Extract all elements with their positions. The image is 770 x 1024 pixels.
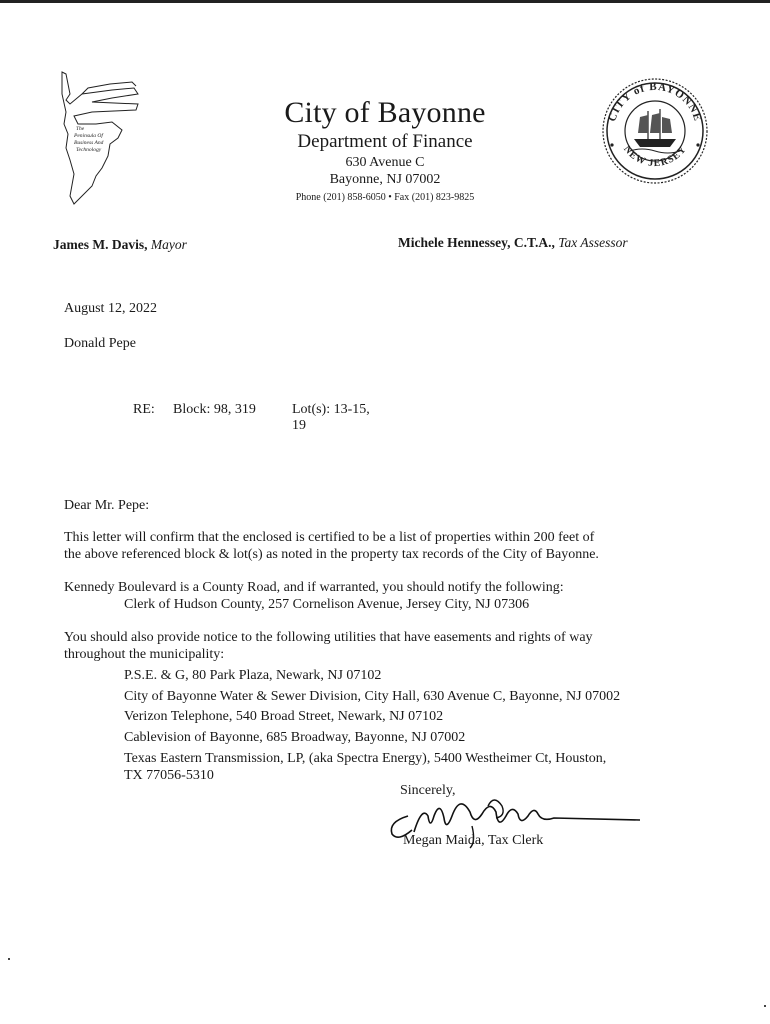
city-title: City of Bayonne (284, 96, 486, 129)
lot-numbers-cont: 19 (292, 418, 306, 433)
svg-text:NEW JERSEY (621, 144, 689, 169)
logo-text-4: Technology (76, 147, 102, 153)
mayor-title: Mayor (150, 237, 187, 252)
re-label: RE: (133, 402, 155, 417)
recipient-name: Donald Pepe (64, 336, 136, 351)
address-line-1: 630 Avenue C (345, 155, 425, 170)
block-numbers: Block: 98, 319 (173, 402, 256, 417)
paragraph-1-line-2: the above referenced block & lot(s) as noted in the property tax records of the City of Bayonne. (64, 547, 599, 562)
scan-speck (764, 1005, 766, 1007)
utility-item: City of Bayonne Water & Sewer Division, City Hall, 630 Avenue C, Bayonne, NJ 07002 (124, 689, 621, 704)
seal-bottom-text: NEW JERSEY (621, 143, 689, 170)
paragraph-3-line-2: throughout the municipality: (64, 647, 225, 662)
scan-speck (8, 958, 10, 960)
logo-text-1: The (76, 126, 85, 132)
signer-name: Megan Maida, Tax Clerk (403, 833, 544, 848)
address-line-2: Bayonne, NJ 07002 (329, 172, 441, 187)
lot-numbers: Lot(s): 13-15, (292, 402, 370, 417)
assessor-title: Tax Assessor (558, 235, 628, 250)
ship-icon (630, 109, 680, 153)
paragraph-3-line-1: You should also provide notice to the following utilities that have easements and rights of way (64, 630, 593, 645)
paragraph-1-line-1: This letter will confirm that the enclosed is certified to be a list of properties within 200 feet of (64, 530, 595, 545)
utility-item: P.S.E. & G, 80 Park Plaza, Newark, NJ 07102 (124, 668, 382, 683)
utility-item: Cablevision of Bayonne, 685 Broadway, Bayonne, NJ 07002 (124, 730, 466, 745)
logo-text-2: Peninsula Of (74, 133, 103, 139)
utility-item: Texas Eastern Transmission, LP, (aka Spectra Energy), 5400 Westheimer Ct, Houston, (124, 751, 607, 766)
utility-item-cont: TX 77056-5310 (124, 768, 214, 783)
salutation: Dear Mr. Pepe: (64, 498, 150, 513)
assessor-line (398, 235, 628, 251)
seal-top-text: CITY of BAYONNE (606, 80, 704, 124)
assessor-name: Michele Hennessey, C.T.A., (398, 235, 555, 250)
top-border (0, 0, 770, 3)
utility-item: Verizon Telephone, 540 Broad Street, Newark, NJ 07102 (124, 709, 444, 724)
department-title: Department of Finance (297, 131, 473, 152)
closing: Sincerely, (400, 783, 456, 798)
city-seal (590, 75, 720, 185)
mayor-name: James M. Davis, (53, 237, 148, 252)
paragraph-2-line-1: Kennedy Boulevard is a County Road, and if warranted, you should notify the following: (64, 580, 564, 595)
letter-date: August 12, 2022 (64, 301, 157, 316)
phone-fax: Phone (201) 858-6050 • Fax (201) 823-9825 (295, 192, 475, 203)
mayor-line (53, 237, 187, 253)
logo-text-3: Business And (74, 140, 104, 146)
county-clerk-address: Clerk of Hudson County, 257 Cornelison Avenue, Jersey City, NJ 07306 (124, 597, 530, 612)
